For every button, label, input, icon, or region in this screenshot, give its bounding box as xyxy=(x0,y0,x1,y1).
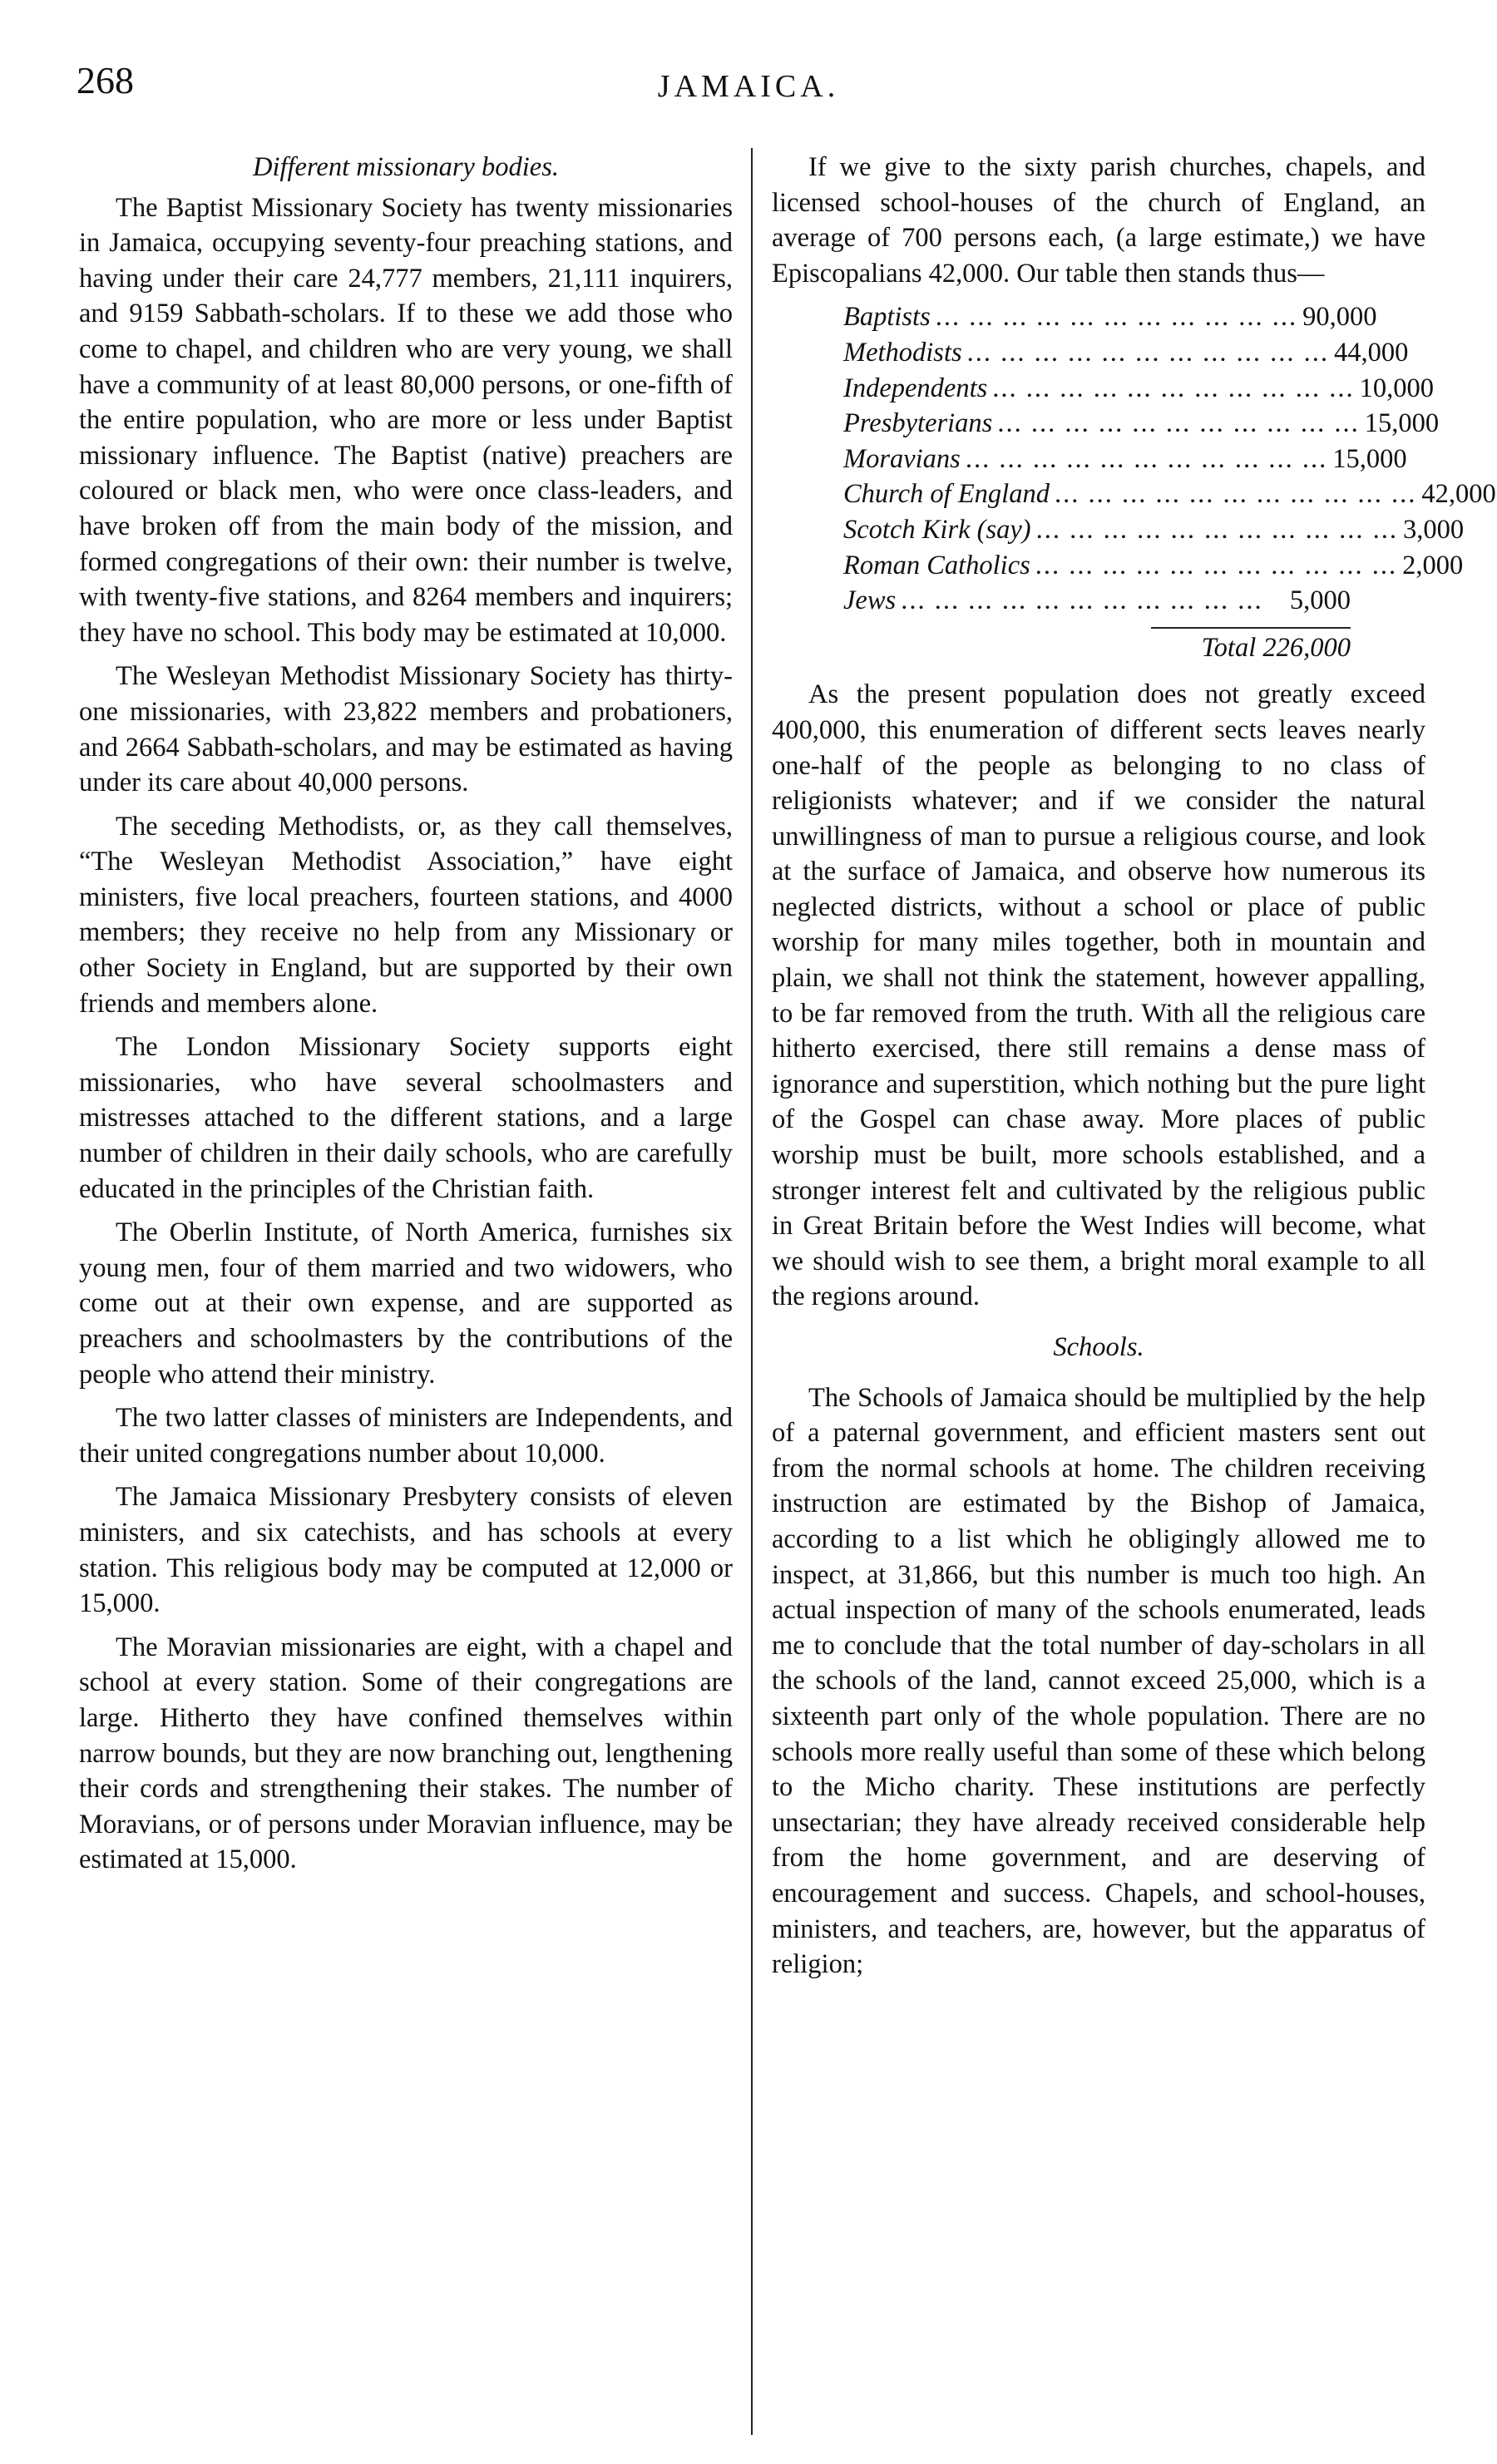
leader-dots: ... ... ... ... ... ... ... ... ... ... ... xyxy=(1035,514,1399,545)
paragraph-seceding-methodists: The seceding Methodists, or, as they call themselves, “The Wesleyan Methodist Association,” have eight ministers, five local preachers, fourteen stations, and 4000 members; they receive no help from any Missionary or other Society in England, but are supported by their own friends and members alone. xyxy=(79,811,733,1019)
paragraph-oberlin: The Oberlin Institute, of North America, furnishes six young men, four of them married and two widowers, who come out at their own expense, and are supported as preachers and schoolmasters by the contributions of the people who attend their ministry. xyxy=(79,1217,733,1390)
row-label: Methodists xyxy=(843,337,962,368)
row-value: 15,000 xyxy=(1364,408,1440,439)
running-head: JAMAICA. xyxy=(657,69,840,104)
table-row xyxy=(843,299,1377,335)
leader-dots: ... ... ... ... ... ... ... ... ... ... ... xyxy=(1035,550,1398,580)
section-heading-missionary-bodies: Different missionary bodies. xyxy=(252,152,559,182)
table-row xyxy=(843,335,1409,371)
leader-dots: ... ... ... ... ... ... ... ... ... ... ... xyxy=(966,337,1330,368)
table-total xyxy=(843,629,1351,666)
row-label: Baptists xyxy=(843,302,931,333)
page-header xyxy=(77,59,1420,120)
total-label: Total xyxy=(1201,632,1257,663)
denomination-table xyxy=(772,299,1496,665)
table-row xyxy=(843,442,1407,477)
total-value: 226,000 xyxy=(1262,632,1351,663)
paragraph-schools: The Schools of Jamaica should be multiplied by the help of a paternal government, and efficient masters sent out from the normal schools at home. The children receiving instruction are estimated by the Bishop of Jamaica, according to a list which he obligingly allowed me to inspect, at 31,866, but this number is much too high. An actual inspection of many of the schools enumerated, leads me to conclude that the total number of day-scholars in all the schools of the land, cannot exceed 25,000, which is a sixteenth part only of the whole population. There are no schools more really useful than some of these which belong to the Micho charity. These institutions are perfectly unsectarian; they have already received considerable help from the home government, and are deserving of encouragement and success. Chapels, and school-houses, ministers, and teachers, are, however, but the apparatus of religion; xyxy=(772,1382,1425,1980)
paragraph-episcopalians: If we give to the sixty parish churches, chapels, and licensed school-houses of the church of England, an average of 700 persons each, (a large estimate,) we have Episcopalians 42,000. Our table then stands thus— xyxy=(772,152,1425,289)
leader-dots: ... ... ... ... ... ... ... ... ... ... ... xyxy=(935,302,1298,333)
table-row xyxy=(843,583,1351,619)
right-column xyxy=(772,150,1496,1991)
row-label: Scotch Kirk (say) xyxy=(843,514,1031,545)
row-label: Moravians xyxy=(843,443,961,474)
row-label: Church of England xyxy=(843,479,1050,510)
table-row xyxy=(843,548,1464,584)
table-row xyxy=(843,512,1465,548)
paragraph-wesleyan: The Wesleyan Methodist Missionary Society has thirty-one missionaries, with 23,822 members and probationers, and 2664 Sabbath-scholars, and may be estimated as having under its care about 40,000 persons. xyxy=(79,661,733,798)
leader-dots: ... ... ... ... ... ... ... ... ... ... ... xyxy=(901,585,1263,616)
left-column xyxy=(79,150,733,1886)
row-value: 44,000 xyxy=(1334,337,1409,368)
table-row xyxy=(843,477,1496,512)
paragraph-moravian: The Moravian missionaries are eight, with a chapel and school at every station. Some of their congregations are large. Hitherto they have confined themselves within narrow bounds, but they are now branching out, lengthening their cords and strengthening their stakes. The number of Moravians, or of persons under Moravian influence, may be estimated at 15,000. xyxy=(79,1632,733,1875)
table-row xyxy=(843,406,1440,442)
leader-dots: ... ... ... ... ... ... ... ... ... ... ... xyxy=(997,408,1360,439)
row-value: 5,000 xyxy=(1289,585,1351,616)
paragraph-independents: The two latter classes of ministers are Independents, and their united congregations number about 10,000. xyxy=(79,1403,733,1469)
leader-dots: ... ... ... ... ... ... ... ... ... ... ... xyxy=(992,373,1355,403)
row-value: 15,000 xyxy=(1332,443,1407,474)
row-value: 2,000 xyxy=(1402,550,1464,580)
page-number: 268 xyxy=(77,59,134,101)
row-value: 3,000 xyxy=(1403,514,1465,545)
row-value: 42,000 xyxy=(1421,479,1496,510)
table-row xyxy=(843,371,1435,407)
row-label: Presbyterians xyxy=(843,408,993,439)
row-label: Jews xyxy=(843,585,897,616)
leader-dots: ... ... ... ... ... ... ... ... ... ... ... xyxy=(965,443,1328,474)
paragraph-london-missionary: The London Missionary Society supports eight missionaries, who have several schoolmasters and mistresses attached to the different stations, and a large number of children in their daily schools, who are carefully educated in the principles of the Christian faith. xyxy=(79,1032,733,1204)
row-value: 90,000 xyxy=(1302,302,1377,333)
paragraph-presbytery: The Jamaica Missionary Presbytery consists of eleven ministers, and six catechists, and has schools at every station. This religious body may be computed at 12,000 or 15,000. xyxy=(79,1482,733,1619)
leader-dots: ... ... ... ... ... ... ... ... ... ... ... xyxy=(1054,479,1417,510)
paragraph-baptist: The Baptist Missionary Society has twenty missionaries in Jamaica, occupying seventy-four preaching stations, and having under their care 24,777 members, 21,111 inquirers, and 9159 Sabbath-scholars. If to these we add those who come to chapel, and children who are very young, we shall have a community of at least 80,000 persons, or one-fifth of the entire population, who are more or less under Baptist missionary influence. The Baptist (native) preachers are coloured or black men, who were once class-leaders, and have broken off from the main body of the mission, and formed congregations of their own: their number is twelve, with twenty-five stations, and 8264 members and inquirers; they have no school. This body may be estimated at 10,000. xyxy=(79,192,733,648)
row-value: 10,000 xyxy=(1359,373,1435,403)
row-label: Roman Catholics xyxy=(843,550,1030,580)
paragraph-population: As the present population does not greatly exceed 400,000, this enumeration of different sects leaves nearly one-half of the people as belonging to no class of religionists whatever; and if we consider the natural unwillingness of man to pursue a religious course, and look at the surface of Jamaica, and observe how numerous its neglected districts, without a school or place of public worship for many miles together, both in mountain and plain, we shall not think the statement, however appalling, to be far removed from the truth. With all the religious care hitherto exercised, there still remains a dense mass of ignorance and superstition, which nothing but the pure light of the Gospel can chase away. More places of public worship must be built, more schools established, and a stronger interest felt and cultivated by the religious public in Great Britain before the West Indies will become, what we should wish to see them, a bright moral example to all the regions around. xyxy=(772,679,1425,1312)
section-heading-schools: Schools. xyxy=(1053,1332,1144,1362)
column-divider xyxy=(751,148,753,2435)
row-label: Independents xyxy=(843,373,988,403)
